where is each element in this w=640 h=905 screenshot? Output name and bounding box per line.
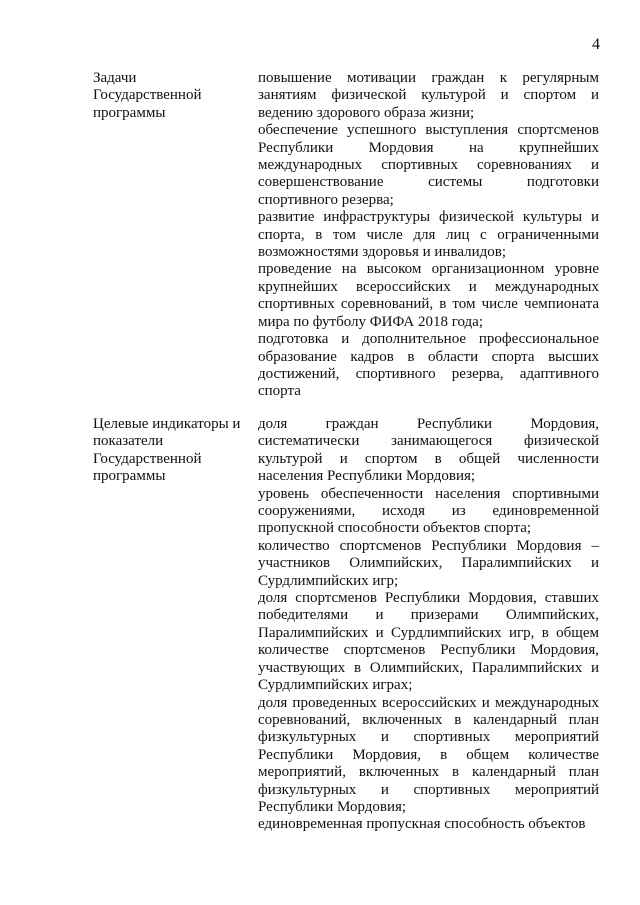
label-line: программы <box>93 468 166 485</box>
label-line: показатели <box>93 433 164 450</box>
label-line: Целевые индикаторы и <box>93 416 241 432</box>
section-content <box>258 416 599 834</box>
task-item: обеспечение успешного выступления спортсменов Республики Мордовия на крупнейших международных спортивных соревнованиях и совершенствование системы подготовки спортивного резерва; <box>258 122 599 208</box>
indicator-item: единовременная пропускная способность объектов <box>258 816 586 833</box>
label-line: Государственной <box>93 87 202 104</box>
page-number: 4 <box>592 36 600 53</box>
section-label <box>93 416 253 486</box>
task-item: развитие инфраструктуры физической культуры и спорта, в том числе для лиц с ограниченными возможностями здоровья и инвалидов; <box>258 209 599 261</box>
indicator-item: количество спортсменов Республики Мордовия – участников Олимпийских, Паралимпийских и Сурдлимпийских игр; <box>258 537 599 589</box>
indicator-item: доля проведенных всероссийских и международных соревнований, включенных в календарный план физкультурных и спортивных мероприятий Республики Мордовия, в общем количестве мероприятий, включенных в календарный план физкультурных и спортивных мероприятий Республики Мордовия; <box>258 694 599 815</box>
task-item: подготовка и дополнительное профессиональное образование кадров в области спорта высших достижений, спортивного резерва, адаптивного спорта <box>258 331 599 400</box>
indicator-item: доля граждан Республики Мордовия, систематически занимающегося физической культурой и спортом в общей численности населения Республики Мордовия; <box>258 416 599 485</box>
label-line: Задачи <box>93 70 137 86</box>
task-item: проведение на высоком организационном уровне крупнейших всероссийских и международных спортивных соревнований, в том числе чемпионата мира по футболу ФИФА 2018 года; <box>258 261 599 330</box>
label-line: Государственной <box>93 450 202 467</box>
indicator-item: уровень обеспеченности населения спортивными сооружениями, исходя из единовременной пропускной способности объектов спорта; <box>258 485 599 537</box>
indicator-item: доля спортсменов Республики Мордовия, ставших победителями и призерами Олимпийских, Паралимпийских и Сурдлимпийских игр, в общем количестве спортсменов Республики Мордовия, участвующих в Олимпийских, Паралимпийских и Сурдлимпийских играх; <box>258 590 599 694</box>
section-content <box>258 70 599 401</box>
task-item: повышение мотивации граждан к регулярным занятиям физической культурой и спортом и ведению здорового образа жизни; <box>258 70 599 121</box>
section-label <box>93 70 253 122</box>
label-line: программы <box>93 104 166 121</box>
